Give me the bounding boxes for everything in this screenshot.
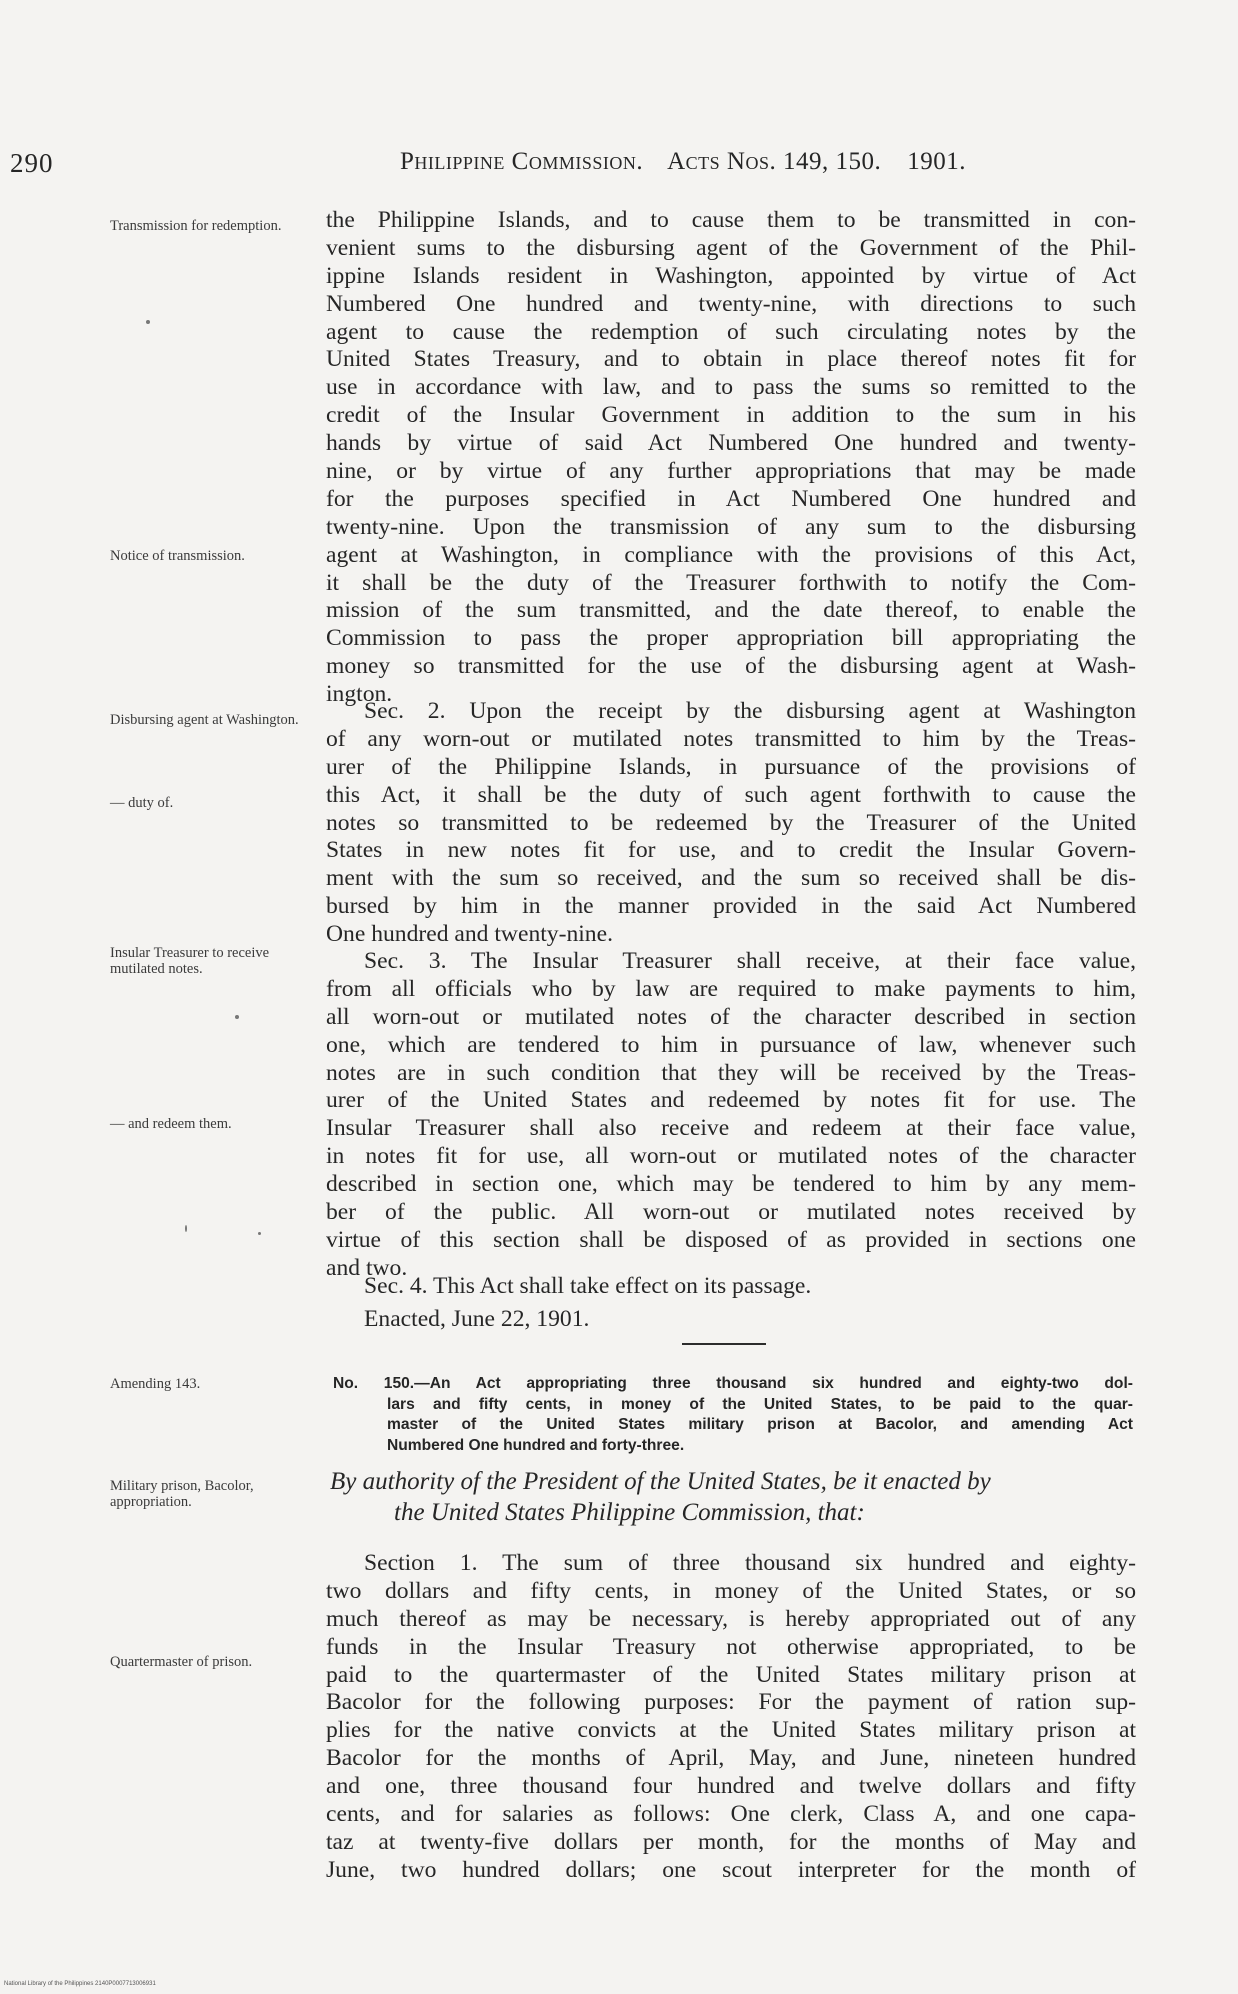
text-line: virtue of this section shall be disposed of as provided in sections one bbox=[326, 1226, 1136, 1253]
text-line: ber of the public. All worn-out or mutilated notes received by bbox=[326, 1199, 1136, 1226]
text-line: bursed by him in the manner provided in the said Act Numbered bbox=[326, 893, 1136, 920]
paragraph-continuation bbox=[326, 207, 1136, 709]
text-line: nine, or by virtue of any further appropriations that may be made bbox=[326, 458, 1136, 485]
act-title-line: Numbered One hundred and forty-three. bbox=[387, 1436, 685, 1454]
enacting-line: By authority of the President of the United States, be it enacted by bbox=[330, 1468, 991, 1495]
text-line: Sec. 3. The Insular Treasurer shall receive, at their face value, bbox=[364, 948, 1136, 974]
text-line: Bacolor for the following purposes: For the payment of ration sup- bbox=[326, 1689, 1136, 1716]
text-line: two dollars and fifty cents, in money of the United States, or so bbox=[326, 1577, 1136, 1604]
margin-note: — duty of. bbox=[110, 795, 174, 811]
text-line: from all officials who by law are required to make payments to him, bbox=[326, 975, 1136, 1002]
text-line: hands by virtue of said Act Numbered One hundred and twenty- bbox=[326, 430, 1136, 457]
text-line: Commission to pass the proper appropriation bill appropriating the bbox=[326, 625, 1136, 652]
act-title-line: master of the United States military prison at Bacolor, and amending Act bbox=[387, 1416, 1133, 1433]
enacting-clause bbox=[330, 1466, 1140, 1528]
text-line: and one, three thousand four hundred and twelve dollars and fifty bbox=[326, 1773, 1136, 1800]
text-line: plies for the native convicts at the United States military prison at bbox=[326, 1717, 1136, 1744]
section-divider bbox=[682, 1343, 766, 1345]
enacted-date: Enacted, June 22, 1901. bbox=[364, 1306, 590, 1332]
margin-note: Transmission for redemption. bbox=[110, 218, 282, 234]
scan-footer: National Library of the Philippines 2140P0007713006931 bbox=[4, 1981, 156, 1987]
text-line: it shall be the duty of the Treasurer forthwith to notify the Com- bbox=[326, 569, 1136, 596]
text-line: one, which are tendered to him in pursuance of law, whenever such bbox=[326, 1031, 1136, 1058]
page-header bbox=[0, 148, 1238, 188]
text-line: urer of the Philippine Islands, in pursuance of the provisions of bbox=[326, 753, 1136, 780]
text-line: agent to cause the redemption of such circulating notes by the bbox=[326, 318, 1136, 345]
text-line: Section 1. The sum of three thousand six hundred and eighty- bbox=[364, 1550, 1136, 1576]
section-4: Sec. 4. This Act shall take effect on its passage. bbox=[364, 1273, 812, 1299]
running-head-year: 1901. bbox=[907, 148, 966, 175]
text-line: much thereof as may be necessary, is hereby appropriated out of any bbox=[326, 1605, 1136, 1632]
scan-speck bbox=[146, 320, 150, 324]
running-head bbox=[400, 148, 966, 176]
text-line: urer of the United States and redeemed by notes fit for use. The bbox=[326, 1087, 1136, 1114]
text-line: money so transmitted for the use of the disbursing agent at Wash- bbox=[326, 653, 1136, 680]
margin-note: Military prison, Bacolor, appropriation. bbox=[110, 1478, 254, 1510]
text-line: the Philippine Islands, and to cause them to be transmitted in con- bbox=[326, 207, 1136, 233]
text-line: Bacolor for the months of April, May, and June, nineteen hundred bbox=[326, 1745, 1136, 1772]
text-line: ippine Islands resident in Washington, appointed by virtue of Act bbox=[326, 262, 1136, 289]
text-line: ment with the sum so received, and the sum so received shall be dis- bbox=[326, 865, 1136, 892]
text-line: States in new notes fit for use, and to credit the Insular Govern- bbox=[326, 837, 1136, 864]
act-title-line: No. 150.—An Act appropriating three thousand six hundred and eighty-two dol- bbox=[333, 1375, 1133, 1392]
margin-note: Disbursing agent at Washington. bbox=[110, 712, 299, 728]
text-line: United States Treasury, and to obtain in place thereof notes fit for bbox=[326, 346, 1136, 373]
text-line: cents, and for salaries as follows: One clerk, Class A, and one capa- bbox=[326, 1801, 1136, 1828]
text-line: of any worn-out or mutilated notes transmitted to him by the Treas- bbox=[326, 725, 1136, 752]
text-line: One hundred and twenty-nine. bbox=[326, 921, 613, 948]
text-line: paid to the quartermaster of the United States military prison at bbox=[326, 1661, 1136, 1688]
margin-note: Quartermaster of prison. bbox=[110, 1654, 253, 1670]
text-line: for the purposes specified in Act Numbered One hundred and bbox=[326, 485, 1136, 512]
text-line: credit of the Insular Government in addition to the sum in his bbox=[326, 402, 1136, 429]
text-line: in notes fit for use, all worn-out or mutilated notes of the character bbox=[326, 1143, 1136, 1170]
text-line: venient sums to the disbursing agent of the Government of the Phil- bbox=[326, 234, 1136, 261]
text-line: June, two hundred dollars; one scout interpreter for the month of bbox=[326, 1856, 1136, 1883]
act-150-section-1 bbox=[326, 1550, 1136, 1885]
text-line: use in accordance with law, and to pass the sums so remitted to the bbox=[326, 374, 1136, 401]
text-line: all worn-out or mutilated notes of the character described in section bbox=[326, 1003, 1136, 1030]
text-line: funds in the Insular Treasury not otherwise appropriated, to be bbox=[326, 1633, 1136, 1660]
act-150-title bbox=[333, 1374, 1133, 1456]
text-line: described in section one, which may be tendered to him by any mem- bbox=[326, 1171, 1136, 1198]
margin-note: Notice of transmission. bbox=[110, 548, 245, 564]
page-number: 290 bbox=[10, 148, 54, 178]
enacting-line: the United States Philippine Commission, that: bbox=[394, 1499, 865, 1526]
text-line: notes so transmitted to be redeemed by the Treasurer of the United bbox=[326, 809, 1136, 836]
text-line: notes are in such condition that they will be received by the Treas- bbox=[326, 1059, 1136, 1086]
scan-speck bbox=[185, 1225, 187, 1232]
scan-speck bbox=[235, 1015, 239, 1019]
margin-note: Amending 143. bbox=[110, 1376, 201, 1392]
text-line: agent at Washington, in compliance with the provisions of this Act, bbox=[326, 541, 1136, 568]
section-3 bbox=[326, 948, 1136, 1283]
act-title-line: lars and fifty cents, in money of the United States, to be paid to the quar- bbox=[387, 1395, 1133, 1413]
text-line: Insular Treasurer shall also receive and redeem at their face value, bbox=[326, 1115, 1136, 1142]
running-head-acts: Acts Nos. 149, 150. bbox=[667, 148, 882, 175]
text-line: Sec. 2. Upon the receipt by the disbursing agent at Washington bbox=[364, 698, 1136, 724]
margin-note: Insular Treasurer to receive mutilated notes. bbox=[110, 945, 270, 977]
text-line: ington. bbox=[326, 681, 393, 708]
text-line: taz at twenty-five dollars per month, for the months of May and bbox=[326, 1828, 1136, 1855]
margin-note: — and redeem them. bbox=[110, 1116, 232, 1132]
text-line: and two. bbox=[326, 1254, 408, 1281]
text-line: this Act, it shall be the duty of such agent forthwith to cause the bbox=[326, 781, 1136, 808]
running-head-title: Philippine Commission. bbox=[400, 148, 644, 175]
section-2 bbox=[326, 698, 1136, 949]
text-line: twenty-nine. Upon the transmission of any sum to the disbursing bbox=[326, 513, 1136, 540]
text-line: Numbered One hundred and twenty-nine, with directions to such bbox=[326, 290, 1136, 317]
text-line: mission of the sum transmitted, and the date thereof, to enable the bbox=[326, 597, 1136, 624]
scan-speck bbox=[258, 1232, 261, 1235]
